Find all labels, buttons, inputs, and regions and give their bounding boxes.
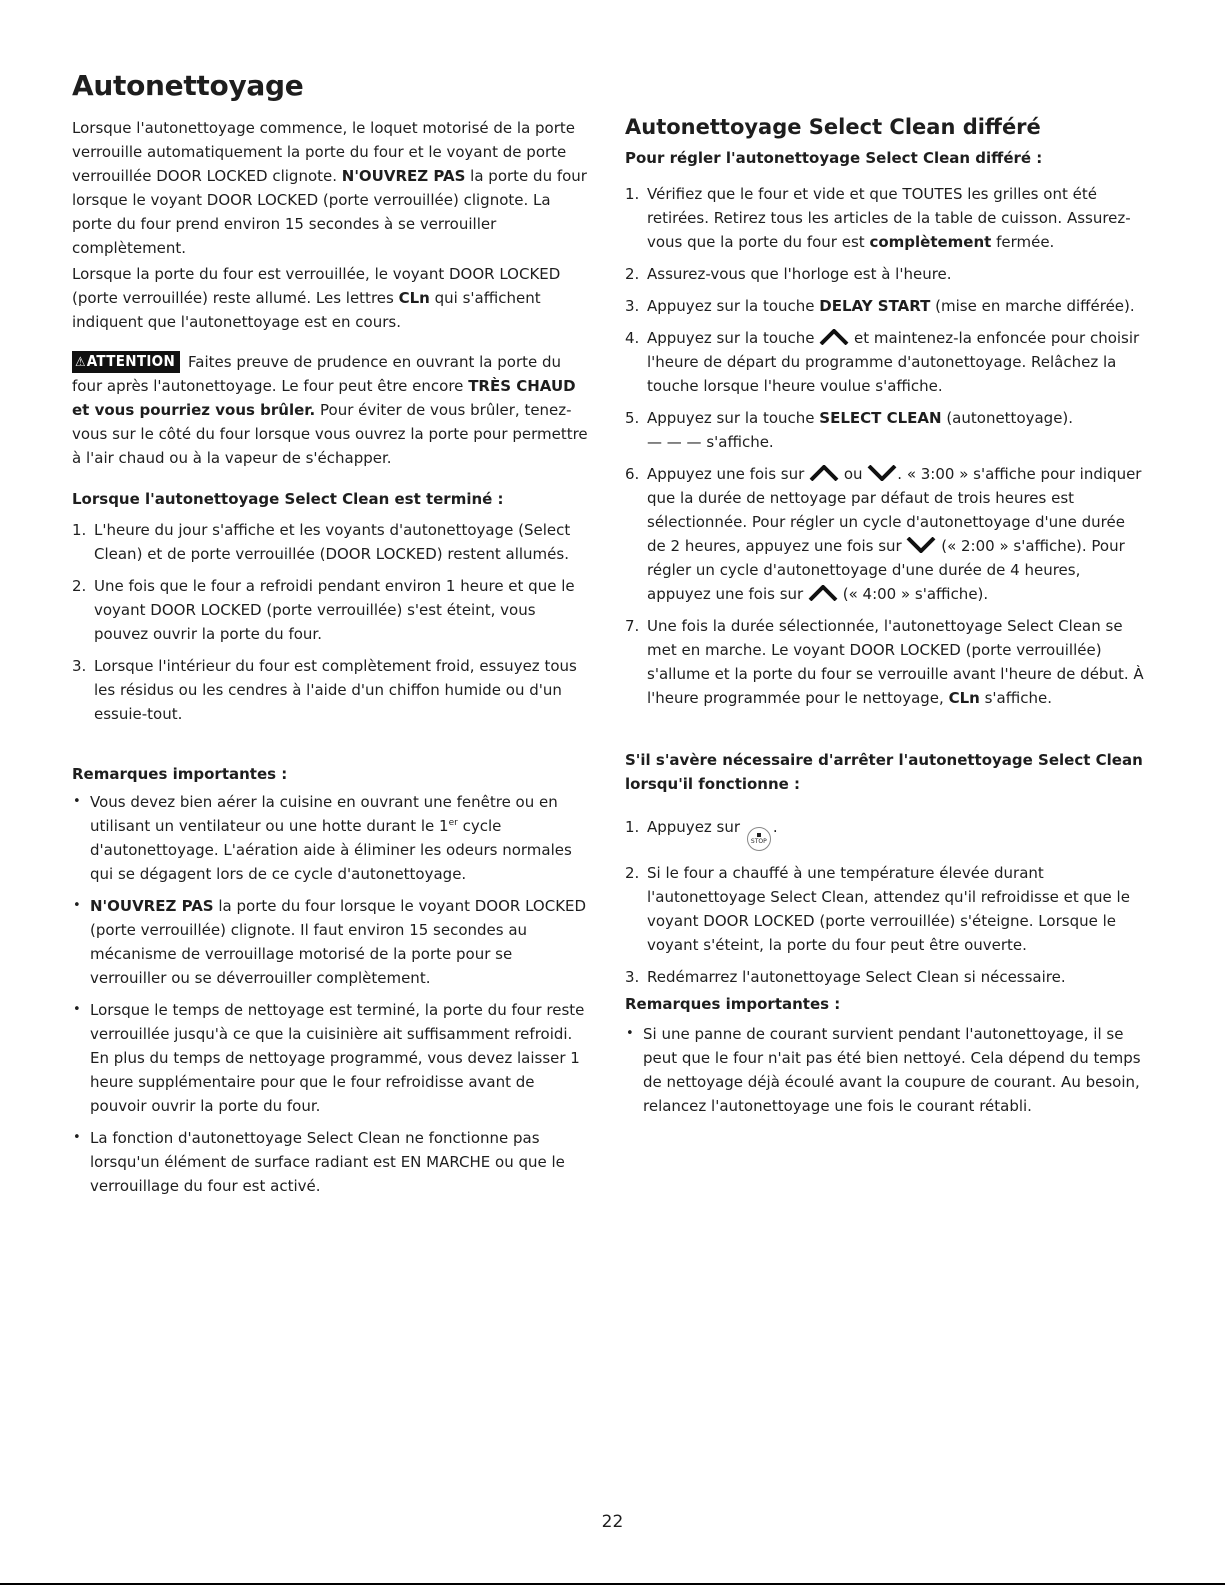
warning-triangle-icon: ⚠ xyxy=(75,355,86,370)
step-number: 2. xyxy=(72,577,87,595)
step-text: Assurez-vous que l'horloge est à l'heure. xyxy=(647,265,952,283)
list-item xyxy=(625,1022,1145,1118)
attention-text-a: Faites preuve de prudence en ouvrant la porte du four après l'autonettoyage. Le four peut être encore xyxy=(72,353,562,395)
note-bold: N'OUVREZ PAS xyxy=(90,897,214,915)
step-text: (« 4:00 » s'affiche). xyxy=(837,585,989,603)
locked-text-a: Lorsque la porte du four est verrouillée, le voyant DOOR LOCKED (porte verrouillée) reste allumé. Les lettres xyxy=(72,265,561,307)
list-item xyxy=(625,815,1145,851)
section-title-delayed: Autonettoyage Select Clean différé xyxy=(625,115,1041,139)
display-dashes: — — — xyxy=(647,433,702,451)
step-number: 1. xyxy=(625,185,640,203)
list-item xyxy=(625,262,1145,286)
step-text: s'affiche. xyxy=(979,689,1052,707)
down-arrow-icon xyxy=(867,465,897,481)
bullet-icon: • xyxy=(626,1026,634,1041)
list-item xyxy=(72,894,592,990)
notes-list-left xyxy=(72,790,592,1206)
list-item xyxy=(72,998,592,1118)
step-text: Si le four a chauffé à une température élevée durant l'autonettoyage Select Clean, attendez qu'il refroidisse et que le voyant DOOR LOCKED (porte verrouillée) s'éteigne. Lorsque le voyant s'éteint, la porte du four peut être ouverte. xyxy=(647,864,1130,954)
list-item xyxy=(72,1126,592,1198)
list-item xyxy=(72,518,592,566)
done-steps-list xyxy=(72,518,592,734)
up-arrow-icon xyxy=(819,329,849,345)
attention-text-bold: TRÈS CHAUD et vous pourriez vous brûler. xyxy=(72,377,576,419)
step-text: fermée. xyxy=(991,233,1055,251)
step-bold: complètement xyxy=(869,233,992,251)
locked-text-bold: CLn xyxy=(398,289,430,307)
stop-steps-list xyxy=(625,815,1145,997)
list-item xyxy=(72,574,592,646)
bullet-icon: • xyxy=(73,1130,81,1145)
list-item xyxy=(625,861,1145,957)
subheading-stop: S'il s'avère nécessaire d'arrêter l'autonettoyage Select Clean lorsqu'il fonctionne : xyxy=(625,751,1143,793)
step-text: Vérifiez que le four et vide et que TOUTES les grilles ont été retirées. Retirez tous les articles de la table de cuisson. Assurez-vous que la porte du four est xyxy=(647,185,1131,251)
list-item xyxy=(625,614,1145,710)
stop-square-icon xyxy=(757,833,761,837)
subheading-notes-left: Remarques importantes : xyxy=(72,765,288,783)
up-arrow-icon xyxy=(808,585,838,601)
list-item xyxy=(625,965,1145,989)
note-text: La fonction d'autonettoyage Select Clean ne fonctionne pas lorsqu'un élément de surface radiant est EN MARCHE ou que le verrouillage du four est activé. xyxy=(90,1129,565,1195)
step-text: Appuyez sur la touche xyxy=(647,297,820,315)
step-text: (« 2:00 » s'affiche). Pour régler un cycle d'autonettoyage d'une durée de 4 heures, appuyez une fois sur xyxy=(647,537,1125,603)
attention-label xyxy=(72,351,180,373)
step-number: 6. xyxy=(625,465,640,483)
step-text: Appuyez sur la touche xyxy=(647,409,820,427)
notes-list-right xyxy=(625,1022,1145,1126)
stop-label: STOP xyxy=(750,838,767,845)
bullet-icon: • xyxy=(73,898,81,913)
step-number: 3. xyxy=(72,657,87,675)
section-title-autonettoyage: Autonettoyage xyxy=(72,69,304,102)
attention-paragraph xyxy=(72,350,592,470)
bullet-icon: • xyxy=(73,794,81,809)
step-text: Redémarrez l'autonettoyage Select Clean si nécessaire. xyxy=(647,968,1066,986)
step-bold: CLn xyxy=(948,689,980,707)
step-text: Appuyez sur xyxy=(647,818,745,836)
intro-text-c: la porte du four lorsque le voyant DOOR LOCKED (porte verrouillée) clignote. La porte du four prend environ 15 secondes à se verrouiller complètement. xyxy=(72,167,587,257)
step-number: 3. xyxy=(625,297,640,315)
note-superscript: er xyxy=(448,818,458,828)
step-number: 2. xyxy=(625,864,640,882)
step-text: s'affiche. xyxy=(701,433,774,451)
note-text: cycle d'autonettoyage. L'aération aide à éliminer les odeurs normales qui se dégagent lors de ce cycle d'autonettoyage. xyxy=(90,817,572,883)
bullet-icon: • xyxy=(73,1002,81,1017)
locked-text-c: qui s'affichent indiquent que l'autonettoyage est en cours. xyxy=(72,289,541,331)
step-number: 1. xyxy=(72,521,87,539)
step-bold: SELECT CLEAN xyxy=(819,409,942,427)
step-text: Une fois la durée sélectionnée, l'autonettoyage Select Clean se met en marche. Le voyant DOOR LOCKED (porte verrouillée) s'allume et la porte du four se verrouille avant l'heure de début. À l'heure programmée pour le nettoyage, xyxy=(647,617,1144,707)
intro-text-a: Lorsque l'autonettoyage commence, le loquet motorisé de la porte verrouille automatiquement la porte du four et le voyant de porte verrouillée DOOR LOCKED clignote. xyxy=(72,119,576,185)
note-text: Lorsque le temps de nettoyage est terminé, la porte du four reste verrouillée jusqu'à ce que la cuisinière ait suffisamment refroidi. En plus du temps de nettoyage programmé, vous devez laisser 1 heure supplémentaire pour que le four refroidisse avant de pouvoir ouvrir la porte du four. xyxy=(90,1001,585,1115)
step-text: Appuyez sur la touche xyxy=(647,329,820,347)
step-number: 5. xyxy=(625,409,640,427)
down-arrow-icon xyxy=(906,537,936,553)
note-text: Vous devez bien aérer la cuisine en ouvrant une fenêtre ou en utilisant un ventilateur ou une hotte durant le 1 xyxy=(90,793,558,835)
attention-text-c: Pour éviter de vous brûler, tenez-vous sur le côté du four lorsque vous ouvrez la porte pour permettre à l'air chaud ou à la vapeur de s'échapper. xyxy=(72,401,588,467)
step-text: ou xyxy=(839,465,868,483)
step-text: . xyxy=(772,818,778,836)
list-item xyxy=(72,654,592,726)
note-text: la porte du four lorsque le voyant DOOR LOCKED (porte verrouillée) clignote. Il faut environ 15 secondes au mécanisme de verrouillage motorisé de la porte pour se verrouiller ou se déverrouiller complètement. xyxy=(90,897,587,987)
step-text: (autonettoyage). xyxy=(941,409,1074,427)
step-number: 7. xyxy=(625,617,640,635)
list-item xyxy=(72,790,592,886)
locked-paragraph xyxy=(72,262,592,334)
step-text: . « 3:00 » s'affiche pour indiquer que la durée de nettoyage par défaut de trois heures est sélectionnée. Pour régler un cycle d'autonettoyage d'une durée de 2 heures, appuyez une fois sur xyxy=(647,465,1142,555)
list-item xyxy=(625,462,1145,606)
list-item xyxy=(625,326,1145,398)
step-text: Une fois que le four a refroidi pendant environ 1 heure et que le voyant DOOR LOCKED (porte verrouillée) s'est éteint, vous pouvez ouvrir la porte du four. xyxy=(94,577,575,643)
step-text: (mise en marche différée). xyxy=(930,297,1135,315)
step-bold: DELAY START xyxy=(819,297,931,315)
subheading-done: Lorsque l'autonettoyage Select Clean est terminé : xyxy=(72,490,504,508)
step-text: Appuyez une fois sur xyxy=(647,465,810,483)
delayed-steps-list xyxy=(625,182,1145,718)
step-text: Lorsque l'intérieur du four est complètement froid, essuyez tous les résidus ou les cendres à l'aide d'un chiffon humide ou d'un essuie-tout. xyxy=(94,657,577,723)
step-text: et maintenez-la enfoncée pour choisir l'heure de départ du programme d'autonettoyage. Relâchez la touche lorsque l'heure voulue s'affiche. xyxy=(647,329,1140,395)
subheading-notes-right: Remarques importantes : xyxy=(625,995,841,1013)
step-number: 4. xyxy=(625,329,640,347)
up-arrow-icon xyxy=(809,465,839,481)
step-number: 1. xyxy=(625,818,640,836)
subheading-set-delayed: Pour régler l'autonettoyage Select Clean différé : xyxy=(625,149,1043,167)
step-number: 3. xyxy=(625,968,640,986)
attention-label-text: ATTENTION xyxy=(86,352,176,370)
list-item xyxy=(625,182,1145,254)
note-text: Si une panne de courant survient pendant l'autonettoyage, il se peut que le four n'ait pas été bien nettoyé. Cela dépend du temps de nettoyage déjà écoulé avant la coupure de courant. Au besoin, relancez l'autonettoyage une fois le courant rétabli. xyxy=(643,1025,1141,1115)
stop-button-icon xyxy=(747,827,771,851)
step-text: L'heure du jour s'affiche et les voyants d'autonettoyage (Select Clean) et de porte verrouillée (DOOR LOCKED) restent allumés. xyxy=(94,521,571,563)
intro-text-bold: N'OUVREZ PAS xyxy=(341,167,466,185)
list-item xyxy=(625,294,1145,318)
intro-paragraph xyxy=(72,116,592,260)
list-item xyxy=(625,406,1145,454)
step-number: 2. xyxy=(625,265,640,283)
page-number: 22 xyxy=(601,1512,624,1532)
